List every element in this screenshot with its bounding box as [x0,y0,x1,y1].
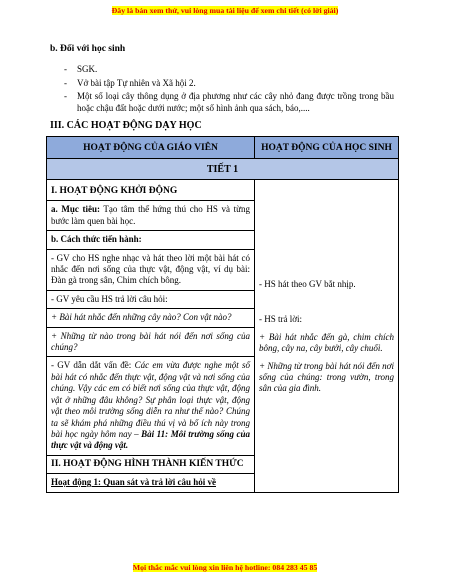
header-student: HOẠT ĐỘNG CỦA HỌC SINH [255,137,399,159]
materials-list [64,64,394,116]
teacher-intro-paragraph [47,357,254,455]
goal-text: Tạo tâm thế hứng thú cho HS và từng bước làm quen bài học. [51,204,250,226]
section-iii-heading: III. CÁC HOẠT ĐỘNG DẠY HỌC [50,120,202,131]
goal-paragraph [47,201,254,231]
student-answer-1: + Bài hát nhắc đến gà, chim chích bông, cây na, cây bưởi, cây chuối. [259,331,394,354]
section-b-heading: b. Đối với học sinh [50,44,126,54]
teacher-step-1: - GV cho HS nghe nhạc và hát theo lời một bài hát có nhắc đến nơi sống của thực vật, động vật, ví dụ bài: Đàn gà trong sân, Chim chích bông. [47,250,254,291]
heading-warmup: I. HOẠT ĐỘNG KHỞI ĐỘNG [47,180,254,201]
student-cell [255,180,399,493]
list-item: - Một số loại cây thông dụng ở địa phương như các cây nhỏ đang được trồng trong bầu hoặc chậu đất hoặc dưới nước; một số hình ảnh qua sách, báo,.... [64,91,394,114]
hotline-banner [0,563,450,572]
intro-lead: - GV dẫn dắt vấn đề: [51,360,135,371]
method-heading: b. Cách thức tiến hành: [47,231,254,249]
lesson-title: Bài 11: Môi trường sống của thực vật và động vật. [51,428,251,451]
goal-label: a. Mục tiêu: [51,204,100,215]
preview-banner-text: Đây là bản xem thử, vui lòng mua tài liệu để xem chi tiết (có lời giải) [111,6,339,15]
tiet-label: TIẾT 1 [47,159,399,180]
list-item: - Vở bài tập Tự nhiên và Xã hội 2. [64,78,394,90]
activity-1-heading: Hoạt động 1: Quan sát và trả lời câu hỏi về [51,477,216,488]
activities-table [46,136,399,493]
teacher-step-2: - GV yêu cầu HS trả lời câu hỏi: [47,291,254,309]
preview-banner [0,6,450,15]
student-step-2: - HS trả lời: [259,314,303,325]
student-step-1: - HS hát theo GV bắt nhịp. [259,279,356,289]
heading-knowledge: II. HOẠT ĐỘNG HÌNH THÀNH KIẾN THỨC [47,456,254,474]
intro-body: Các em vừa được nghe một số bài hát có nhắc đến thực vật, động vật và nơi sống của chúng. Vậy các em có biết nơi sống của thực vật, động vật ở những đâu không? Sự phân loại thực vật, động vật theo môi trường sống diễn ra như thế nào? Chúng ta sẽ khám phá những điều thú vị và bổ ích này trong bài học ngày hôm nay – [51,360,250,439]
teacher-cell [47,180,255,493]
list-item: - SGK. [64,64,394,76]
question-1: + Bài hát nhắc đến những cây nào? Con vật nào? [47,309,254,327]
hotline-banner-text: Mọi thắc mắc vui lòng xin liên hệ hotline: 084 283 45 85 [132,563,318,572]
question-2: + Những từ nào trong bài hát nói đến nơi sống của chúng? [47,328,254,358]
header-teacher: HOẠT ĐỘNG CỦA GIÁO VIÊN [47,137,255,159]
student-answer-2: + Những từ trong bài hát nói đến nơi sống của chúng: trong vườn, trong sân của gia đình. [259,360,394,394]
